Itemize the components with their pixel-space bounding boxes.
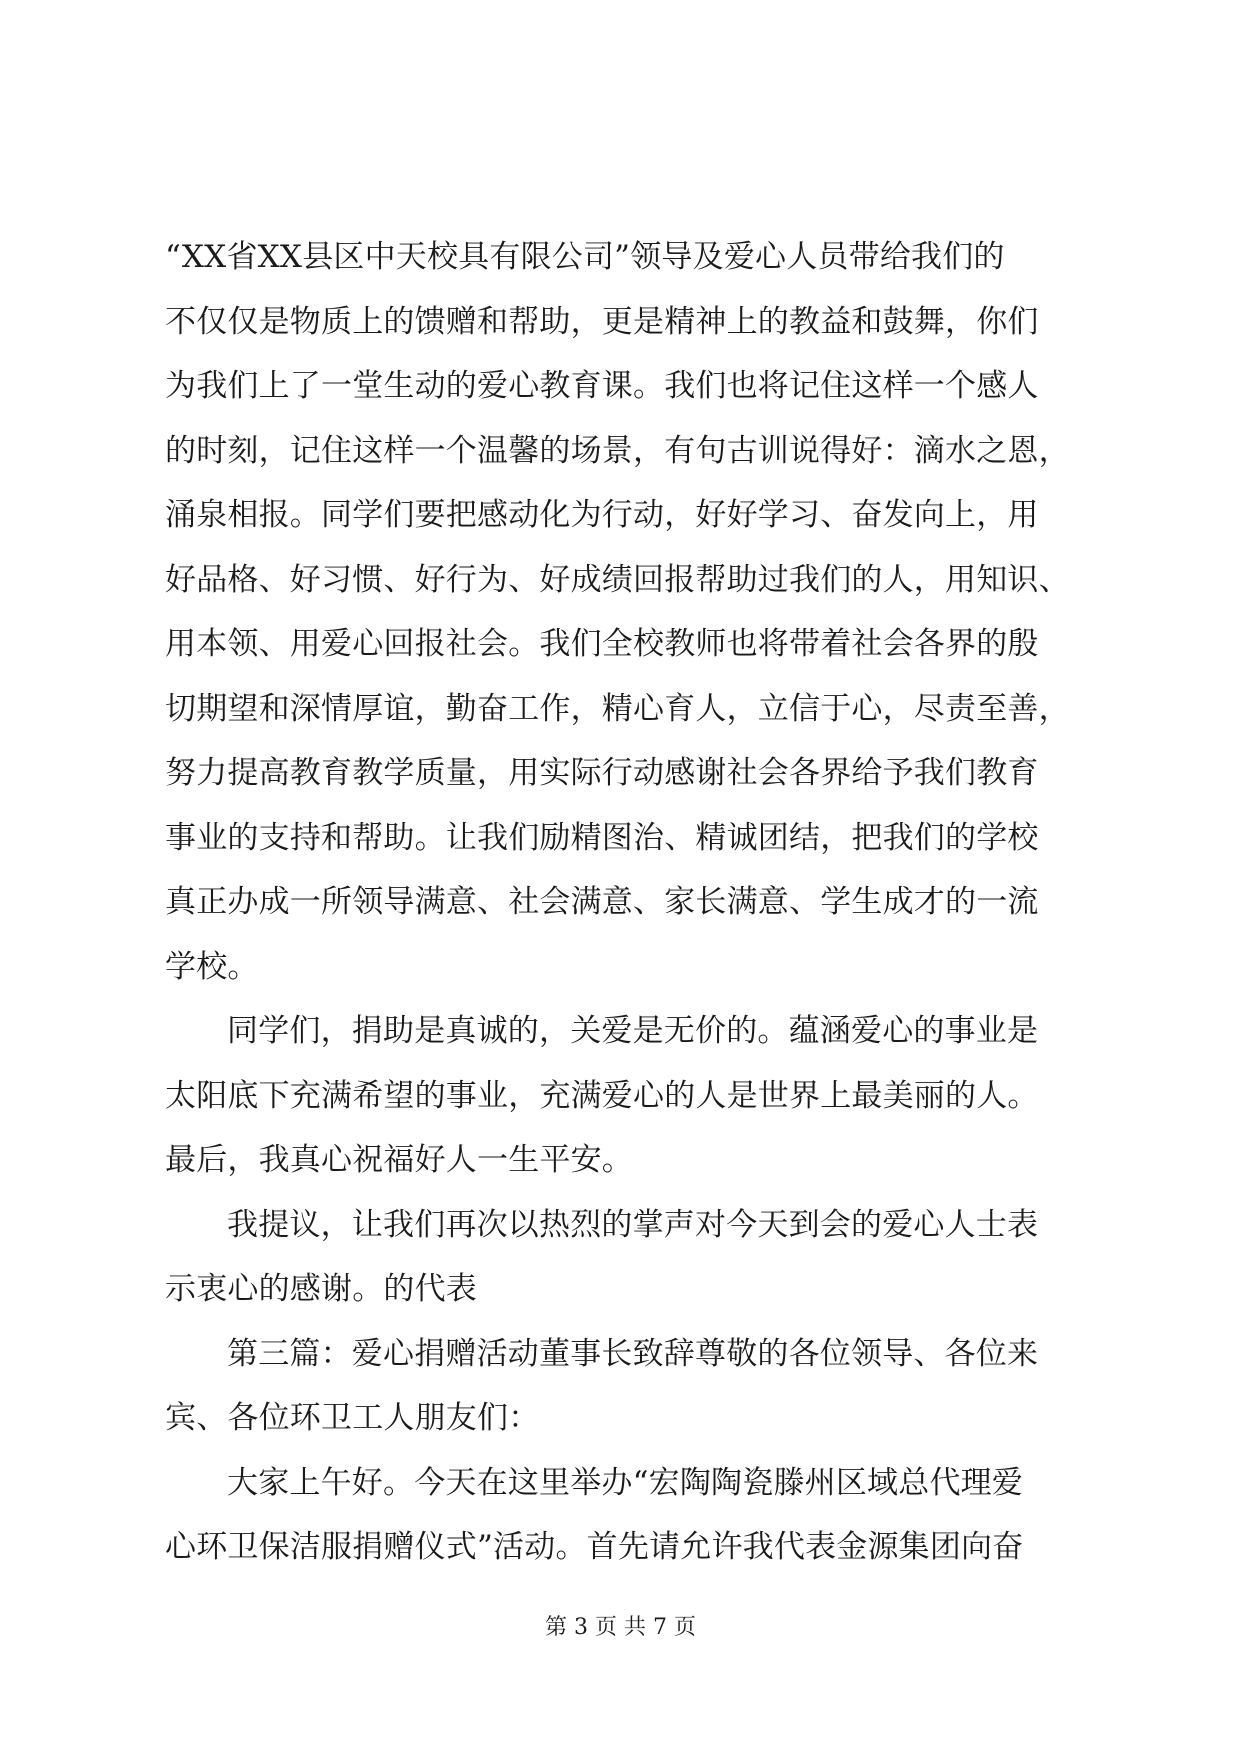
text-line: 事业的支持和帮助。让我们励精图治、精诚团结，把我们的学校	[165, 819, 1039, 856]
text-line: 学校。	[165, 948, 259, 985]
text-line: 用本领、用爱心回报社会。我们全校教师也将带着社会各界的殷	[165, 626, 1039, 662]
text-line: 心环卫保洁服捐赠仪式”活动。首先请允许我代表金源集团向奋	[165, 1529, 1024, 1565]
text-line: 最后，我真心祝福好人一生平安。	[165, 1142, 633, 1178]
text-line: 宾、各位环卫工人朋友们：	[165, 1400, 540, 1436]
text-line: 第三篇：爱心捐赠活动董事长致辞尊敬的各位领导、各位来	[227, 1335, 1039, 1372]
text-line: 的时刻，记住这样一个温馨的场景，有句古训说得好：滴水之恩，	[165, 432, 1070, 469]
text-line: “XX省XX县区中天校具有限公司”领导及爱心人员带给我们的	[165, 239, 1005, 275]
text-line: 太阳底下充满希望的事业，充满爱心的人是世界上最美丽的人。	[165, 1077, 1039, 1114]
text-line: 真正办成一所领导满意、社会满意、家长满意、学生成才的一流	[165, 884, 1039, 920]
body-text	[165, 225, 1085, 1580]
text-line: 大家上午好。今天在这里举办“宏陶陶瓷滕州区域总代理爱	[227, 1464, 1024, 1501]
text-line: 切期望和深情厚谊，勤奋工作，精心育人，立信于心，尽责至善，	[165, 690, 1070, 727]
text-line: 我提议，让我们再次以热烈的掌声对今天到会的爱心人士表	[227, 1206, 1039, 1243]
text-line: 为我们上了一堂生动的爱心教育课。我们也将记住这样一个感人	[165, 368, 1039, 404]
text-line: 涌泉相报。同学们要把感动化为行动，好好学习、奋发向上，用	[165, 497, 1039, 533]
text-line: 示衷心的感谢。的代表	[165, 1271, 477, 1307]
text-line: 努力提高教育教学质量，用实际行动感谢社会各界给予我们教育	[165, 755, 1039, 791]
text-line: 同学们，捐助是真诚的，关爱是无价的。蕴涵爱心的事业是	[227, 1013, 1039, 1049]
page-number-footer: 第 3 页 共 7 页	[545, 1615, 696, 1640]
text-line: 不仅仅是物质上的馈赠和帮助，更是精神上的教益和鼓舞，你们	[165, 303, 1039, 340]
text-line: 好品格、好习惯、好行为、好成绩回报帮助过我们的人，用知识、	[165, 561, 1070, 598]
